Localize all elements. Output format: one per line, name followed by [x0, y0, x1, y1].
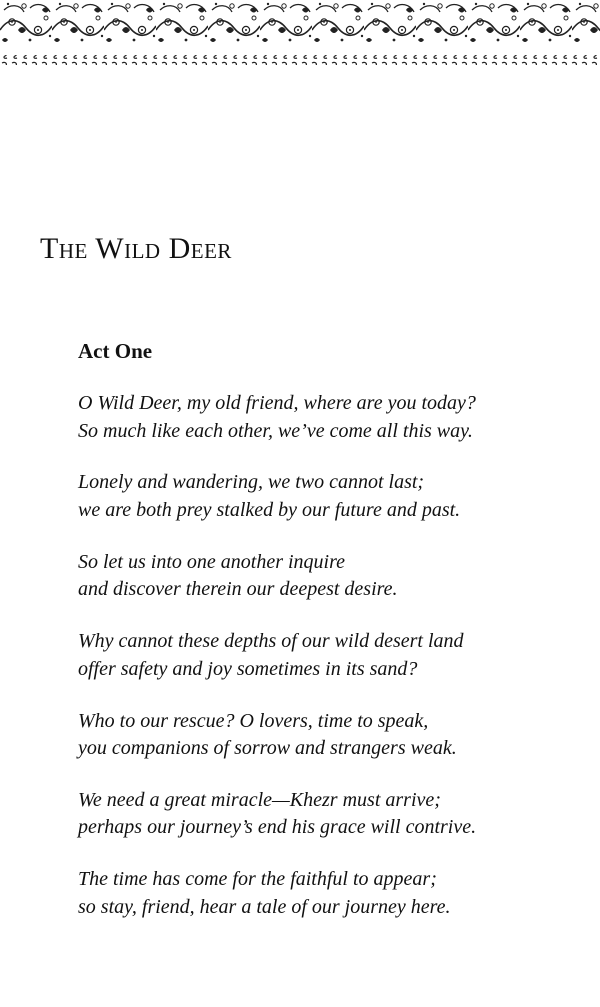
poem-line: O Wild Deer, my old friend, where are you today?: [78, 392, 476, 414]
poem-line: So let us into one another inquire: [78, 550, 346, 573]
page-title: The Wild Deer: [40, 232, 232, 265]
stanza: [78, 708, 578, 763]
stanza: [78, 390, 578, 445]
squiggle-rule: [0, 55, 600, 65]
poem-line: and discover therein our deepest desire.: [78, 578, 398, 601]
stanza: [78, 628, 578, 683]
poem-line: We need a great miracle—Khezr must arrive;: [78, 788, 441, 811]
poem-line: Why cannot these depths of our wild desert land: [78, 630, 464, 653]
poem-line: we are both prey stalked by our future and past.: [78, 498, 461, 521]
poem-line: you companions of sorrow and strangers weak.: [78, 737, 457, 760]
poem-line: So much like each other, we’ve come all this way.: [78, 419, 473, 442]
stanza: [78, 866, 578, 921]
act-heading: Act One: [78, 339, 153, 363]
floral-ornament-border: [0, 0, 600, 72]
poem-line: The time has come for the faithful to appear;: [78, 868, 437, 891]
poem-line: Lonely and wandering, we two cannot last;: [78, 471, 425, 494]
stanza: [78, 787, 578, 842]
poem-line: Who to our rescue? O lovers, time to speak,: [78, 709, 429, 732]
poem-line: so stay, friend, hear a tale of our journey here.: [78, 895, 451, 918]
poem-line: offer safety and joy sometimes in its sand?: [78, 657, 418, 680]
stanza: [78, 549, 578, 604]
floral-vine-pattern: [0, 0, 600, 46]
poem-line: perhaps our journey’s end his grace will contrive.: [78, 816, 477, 839]
poem-body: [78, 390, 578, 946]
stanza: [78, 469, 578, 524]
